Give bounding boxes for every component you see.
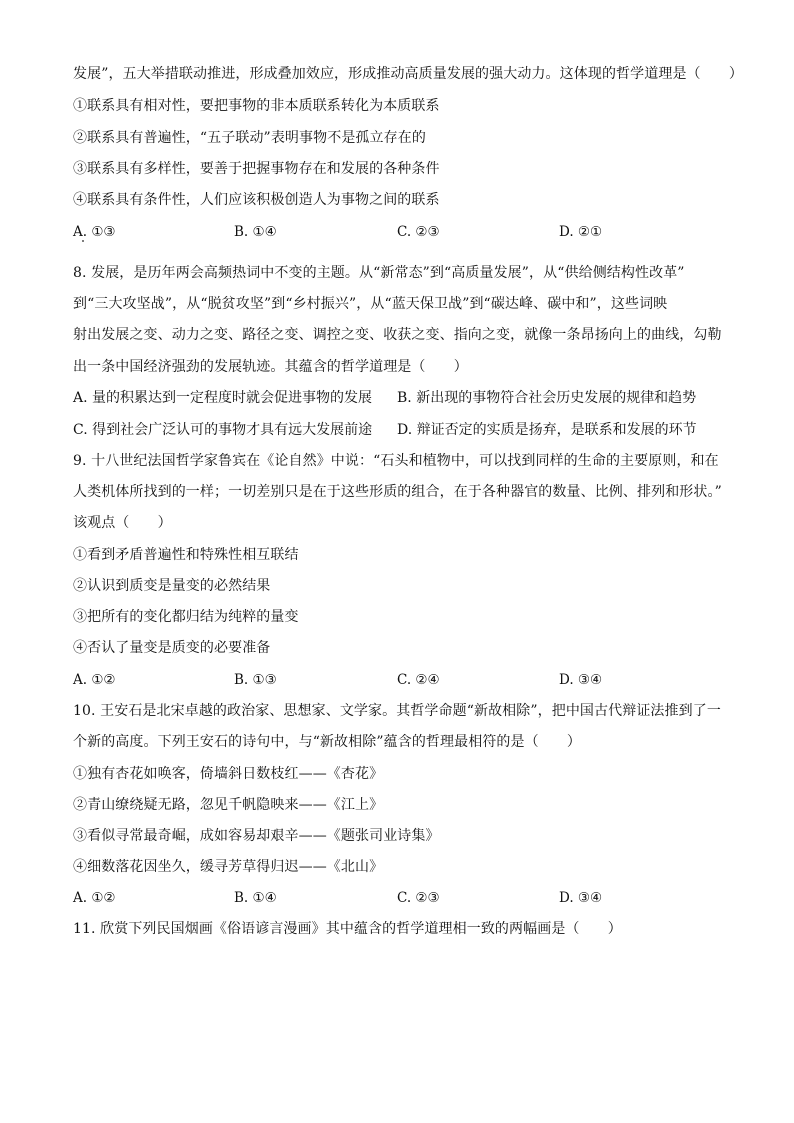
- q8-option-b[interactable]: B. 新出现的事物符合社会历史发展的规律和趋势: [397, 390, 697, 406]
- stray-dot: [82, 240, 84, 242]
- q8-line-1: 8. 发展，是历年两会高频热词中不变的主题。从“新常态”到“高质量发展”，从“供给侧结构性改革”: [73, 265, 685, 281]
- q9-item-2: ②认识到质变是量变的必然结果: [73, 578, 271, 594]
- q10-option-c[interactable]: C. ②③: [397, 890, 440, 906]
- q10-option-b[interactable]: B. ①④: [234, 890, 277, 906]
- q10-item-3: ③看似寻常最奇崛，成如容易却艰辛——《题张司业诗集》: [73, 828, 440, 844]
- q10-option-a[interactable]: A. ①②: [73, 890, 116, 906]
- q8-options-row-2: [73, 420, 733, 440]
- q7-item-1: ①联系具有相对性，要把事物的非本质联系转化为本质联系: [73, 98, 440, 114]
- q9-item-4: ④否认了量变是质变的必要准备: [73, 640, 271, 656]
- q9-line-3: 该观点（ ）: [73, 515, 172, 531]
- q7-item-2: ②联系具有普遍性，“五子联动”表明事物不是孤立存在的: [73, 130, 426, 146]
- q8-line-4: 出一条中国经济强劲的发展轨迹。其蕴含的哲学道理是（ ）: [73, 359, 468, 375]
- q10-line-1: 10. 王安石是北宋卓越的政治家、思想家、文学家。其哲学命题“新故相除”，把中国古代辩证法推到了一: [73, 703, 721, 719]
- q8-options-row-1: [73, 388, 733, 408]
- q8-line-3: 射出发展之变、动力之变、路径之变、调控之变、收获之变、指向之变，就像一条昂扬向上的曲线，勾勒: [73, 327, 722, 343]
- q7-option-a[interactable]: A. ①③: [73, 224, 116, 240]
- q9-line-2: 人类机体所找到的一样；一切差别只是在于这些形质的组合，在于各种器官的数量、比例、排列和形状。”: [73, 484, 722, 500]
- q7-option-b[interactable]: B. ①④: [234, 224, 277, 240]
- q9-options: [73, 670, 733, 690]
- q9-item-3: ③把所有的变化都归结为纯粹的量变: [73, 609, 299, 625]
- q11-line: 11. 欣赏下列民国烟画《俗语谚言漫画》其中蕴含的哲学道理相一致的两幅画是（ ）: [73, 921, 622, 937]
- q7-item-4: ④联系具有条件性，人们应该积极创造人为事物之间的联系: [73, 192, 440, 208]
- q10-option-d[interactable]: D. ③④: [559, 890, 603, 906]
- q10-item-4: ④细数落花因坐久，缓寻芳草得归迟——《北山》: [73, 859, 384, 875]
- q7-options: [73, 222, 733, 242]
- q7-option-c[interactable]: C. ②③: [397, 224, 440, 240]
- q8-option-d[interactable]: D. 辩证否定的实质是扬弃，是联系和发展的环节: [397, 422, 697, 438]
- q9-option-d[interactable]: D. ③④: [559, 672, 603, 688]
- q10-options: [73, 888, 733, 908]
- q8-option-a[interactable]: A. 量的积累达到一定程度时就会促进事物的发展: [73, 390, 373, 406]
- q9-option-a[interactable]: A. ①②: [73, 672, 116, 688]
- q8-option-c[interactable]: C. 得到社会广泛认可的事物才具有远大发展前途: [73, 422, 373, 438]
- q10-item-2: ②青山缭绕疑无路，忽见千帆隐映来——《江上》: [73, 797, 384, 813]
- q10-item-1: ①独有杏花如唤客，倚墙斜日数枝红——《杏花》: [73, 766, 384, 782]
- q9-item-1: ①看到矛盾普遍性和特殊性相互联结: [73, 547, 299, 563]
- q8-line-2: 到“三大攻坚战”，从“脱贫攻坚”到“乡村振兴”，从“蓝天保卫战”到“碳达峰、碳中和”，这些词映: [73, 296, 668, 312]
- q7-option-d[interactable]: D. ②①: [559, 224, 603, 240]
- q7-item-3: ③联系具有多样性，要善于把握事物存在和发展的各种条件: [73, 161, 440, 177]
- q7-stem-end: 发展”，五大举措联动推进，形成叠加效应，形成推动高质量发展的强大动力。这体现的哲学道理是（ ）: [73, 66, 743, 82]
- q10-line-2: 个新的高度。下列王安石的诗句中，与“新故相除”蕴含的哲理最相符的是（ ）: [73, 734, 582, 750]
- q9-option-b[interactable]: B. ①③: [234, 672, 277, 688]
- q9-line-1: 9. 十八世纪法国哲学家鲁宾在《论自然》中说：“石头和植物中，可以找到同样的生命的主要原则，和在: [73, 453, 719, 469]
- q9-option-c[interactable]: C. ②④: [397, 672, 440, 688]
